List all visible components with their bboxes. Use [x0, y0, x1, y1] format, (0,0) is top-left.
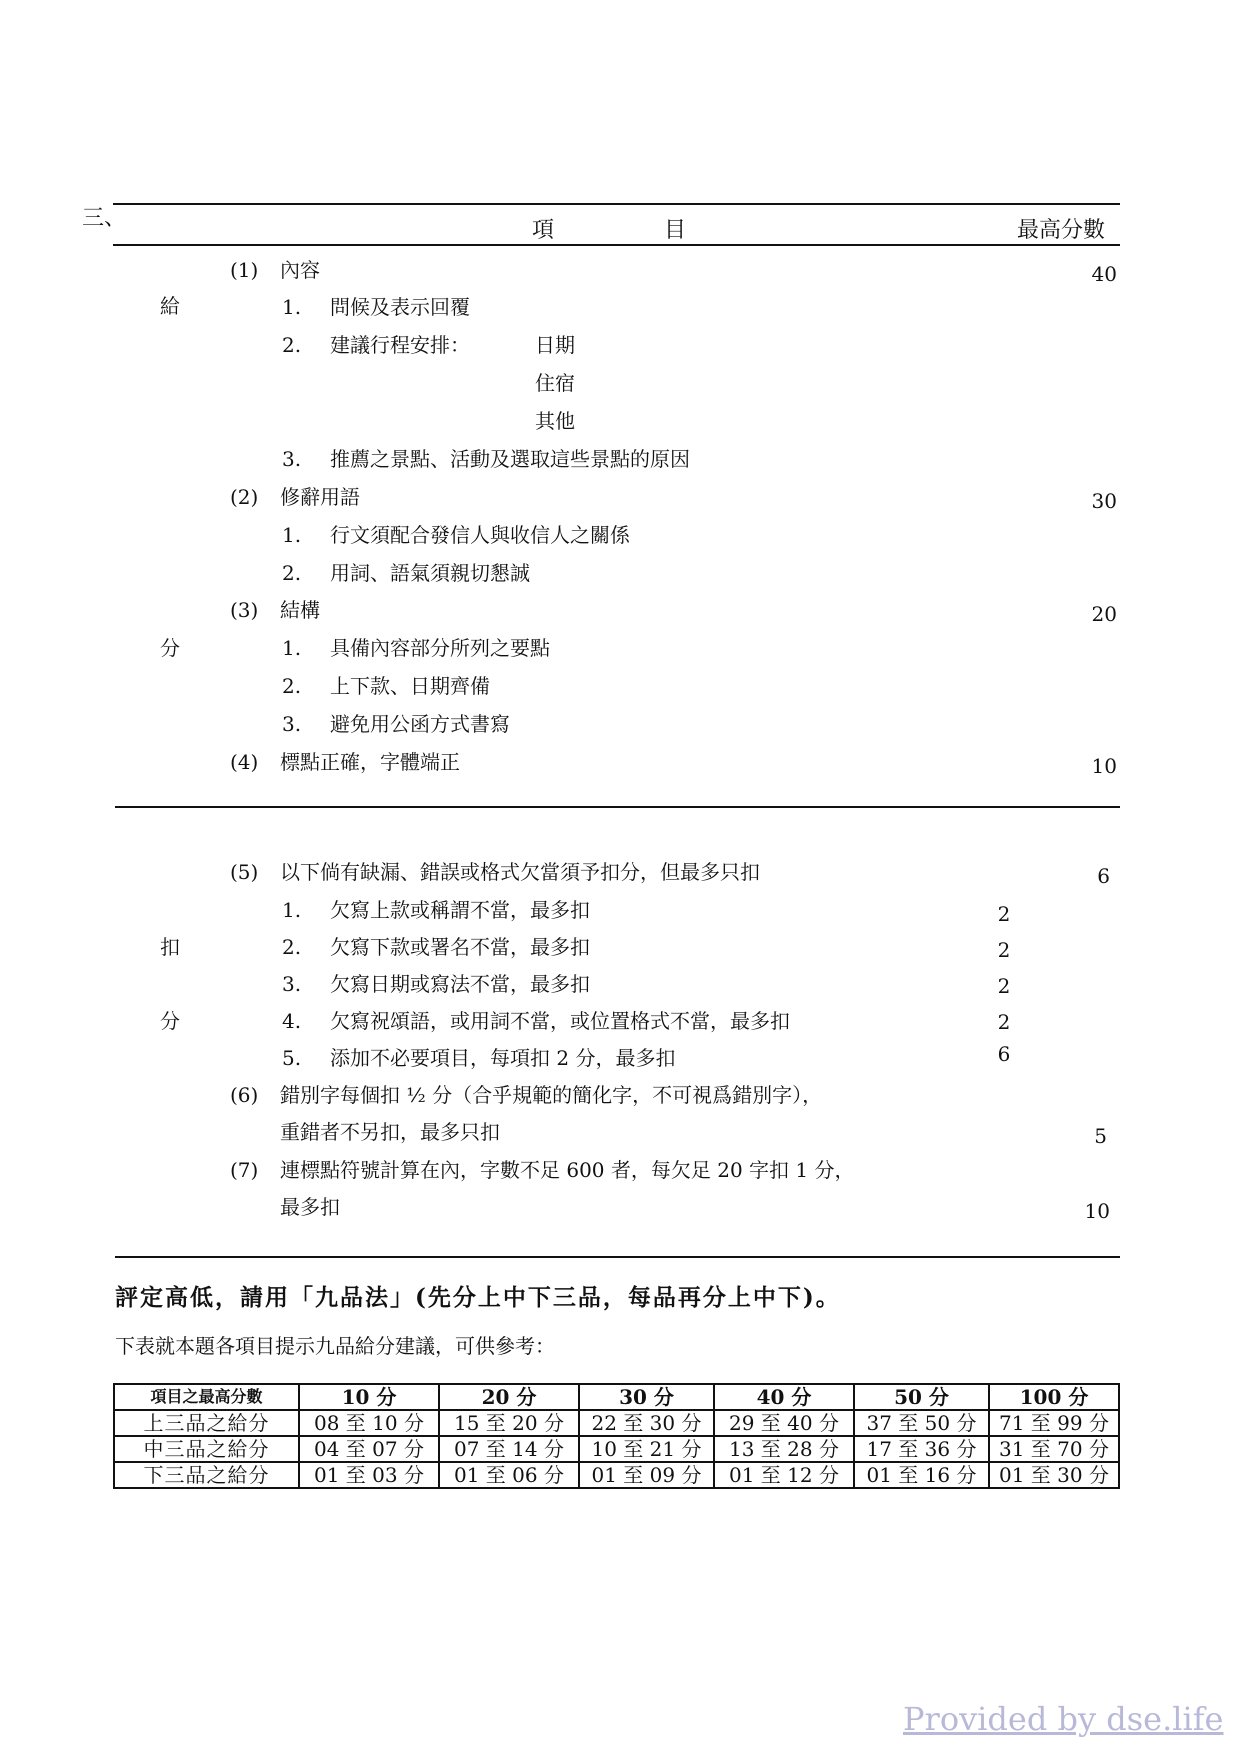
table-cell: 31 至 70 分 — [989, 1436, 1119, 1462]
nine-grade-table — [113, 1383, 1120, 1489]
table-header-cell: 50 分 — [854, 1384, 989, 1410]
itinerary-date: 日期 — [535, 333, 575, 357]
table-header-row — [114, 1384, 1119, 1410]
table-cell: 17 至 36 分 — [854, 1436, 989, 1462]
header-top-rule — [113, 203, 1120, 205]
table-cell: 04 至 07 分 — [299, 1436, 439, 1462]
table-row-label: 中三品之給分 — [114, 1436, 299, 1462]
award-item-3-num: (3) — [230, 598, 259, 622]
structure-sub-2-num: 2. — [282, 674, 302, 698]
table-row-label: 下三品之給分 — [114, 1462, 299, 1488]
table-cell: 29 至 40 分 — [714, 1410, 854, 1436]
deduct-sub-1-score: 2 — [997, 902, 1011, 926]
deduct-section-bottom-rule — [115, 1256, 1120, 1258]
structure-sub-3-num: 3. — [282, 712, 302, 736]
table-cell: 01 至 30 分 — [989, 1462, 1119, 1488]
rhetoric-sub-2-text: 用詞、語氣須親切懇誠 — [330, 561, 530, 585]
content-sub-3-num: 3. — [282, 447, 302, 471]
content-sub-1-num: 1. — [282, 295, 302, 319]
table-header-cell: 30 分 — [579, 1384, 714, 1410]
table-cell: 01 至 16 分 — [854, 1462, 989, 1488]
side-label-deduct-1: 扣 — [160, 935, 180, 959]
side-label-award-2: 分 — [160, 636, 180, 660]
content-sub-2-num: 2. — [282, 333, 302, 357]
table-header-cell: 20 分 — [439, 1384, 579, 1410]
table-header-cell: 100 分 — [989, 1384, 1119, 1410]
award-item-3-label: 結構 — [280, 598, 320, 622]
table-cell: 10 至 21 分 — [579, 1436, 714, 1462]
deduct-item-6-line1: 錯別字每個扣 ½ 分（合乎規範的簡化字，不可視爲錯別字）， — [280, 1083, 823, 1107]
table-cell: 07 至 14 分 — [439, 1436, 579, 1462]
deduct-item-6-line2: 重錯者不另扣，最多只扣 — [280, 1120, 500, 1144]
table-cell: 37 至 50 分 — [854, 1410, 989, 1436]
rhetoric-sub-1-num: 1. — [282, 523, 302, 547]
deduct-item-6-num: (6) — [230, 1083, 259, 1107]
content-sub-3-text: 推薦之景點、活動及選取這些景點的原因 — [330, 447, 690, 471]
itinerary-lodging: 住宿 — [535, 371, 575, 395]
table-cell: 01 至 03 分 — [299, 1462, 439, 1488]
deduct-sub-4-text: 欠寫祝頌語，或用詞不當，或位置格式不當，最多扣 — [330, 1009, 790, 1033]
table-row-label: 上三品之給分 — [114, 1410, 299, 1436]
award-item-2-score: 30 — [1091, 489, 1117, 513]
deduct-item-7-score: 10 — [1084, 1199, 1110, 1223]
side-label-award-1: 給 — [160, 294, 180, 318]
deduct-item-7-line2: 最多扣 — [280, 1195, 340, 1219]
rhetoric-sub-1-text: 行文須配合發信人與收信人之關係 — [330, 523, 630, 547]
deduct-item-7-line1: 連標點符號計算在內，字數不足 600 者，每欠足 20 字扣 1 分， — [280, 1158, 855, 1182]
table-header-cell: 10 分 — [299, 1384, 439, 1410]
table-cell: 71 至 99 分 — [989, 1410, 1119, 1436]
header-bottom-rule — [113, 244, 1120, 246]
content-sub-1-text: 問候及表示回覆 — [330, 295, 470, 319]
table-header-cell: 項目之最高分數 — [114, 1384, 299, 1410]
award-item-4-num: (4) — [230, 750, 259, 774]
award-item-3-score: 20 — [1091, 602, 1117, 626]
header-item-label: 項 目 — [532, 218, 687, 243]
table-row — [114, 1436, 1119, 1462]
grading-note: 評定高低，請用「九品法」(先分上中下三品，每品再分上中下)。 — [115, 1284, 841, 1311]
structure-sub-3-text: 避免用公函方式書寫 — [330, 712, 510, 736]
deduct-sub-3-score: 2 — [997, 974, 1011, 998]
award-section-bottom-rule — [115, 806, 1120, 808]
table-row — [114, 1410, 1119, 1436]
structure-sub-2-text: 上下款、日期齊備 — [330, 674, 490, 698]
table-cell: 01 至 06 分 — [439, 1462, 579, 1488]
award-item-4-label: 標點正確，字體端正 — [280, 750, 460, 774]
deduct-sub-1-num: 1. — [282, 898, 302, 922]
deduct-sub-4-score: 2 — [997, 1010, 1011, 1034]
deduct-sub-5-num: 5. — [282, 1046, 302, 1070]
rhetoric-sub-2-num: 2. — [282, 561, 302, 585]
table-row — [114, 1462, 1119, 1488]
table-header-cell: 40 分 — [714, 1384, 854, 1410]
deduct-item-7-num: (7) — [230, 1158, 259, 1182]
structure-sub-1-text: 具備內容部分所列之要點 — [330, 636, 550, 660]
itinerary-other: 其他 — [535, 409, 575, 433]
award-item-1-score: 40 — [1091, 262, 1117, 286]
deduct-sub-1-text: 欠寫上款或稱謂不當，最多扣 — [330, 898, 590, 922]
content-sub-2-text: 建議行程安排： — [330, 333, 470, 357]
table-cell: 01 至 09 分 — [579, 1462, 714, 1488]
award-item-1-num: (1) — [230, 258, 259, 282]
table-cell: 13 至 28 分 — [714, 1436, 854, 1462]
deduct-item-5-text: 以下倘有缺漏、錯誤或格式欠當須予扣分，但最多只扣 — [280, 860, 760, 884]
deduct-sub-3-num: 3. — [282, 972, 302, 996]
deduct-sub-4-num: 4. — [282, 1009, 302, 1033]
deduct-sub-2-text: 欠寫下款或署名不當，最多扣 — [330, 935, 590, 959]
structure-sub-1-num: 1. — [282, 636, 302, 660]
award-item-2-num: (2) — [230, 485, 259, 509]
deduct-item-5-score: 6 — [1097, 864, 1110, 888]
deduct-sub-5-text: 添加不必要項目，每項扣 2 分，最多扣 — [330, 1046, 676, 1070]
watermark-link[interactable]: Provided by dse.life — [903, 1700, 1224, 1738]
section-number: 三、 — [82, 206, 127, 231]
deduct-sub-2-score: 2 — [997, 938, 1011, 962]
deduct-item-5-num: (5) — [230, 860, 259, 884]
table-cell: 01 至 12 分 — [714, 1462, 854, 1488]
deduct-item-6-score: 5 — [1094, 1124, 1107, 1148]
side-label-deduct-2: 分 — [160, 1009, 180, 1033]
award-item-2-label: 修辭用語 — [280, 485, 360, 509]
table-cell: 15 至 20 分 — [439, 1410, 579, 1436]
deduct-sub-2-num: 2. — [282, 935, 302, 959]
award-item-1-label: 內容 — [280, 258, 320, 282]
award-item-4-score: 10 — [1091, 754, 1117, 778]
deduct-sub-5-score: 6 — [997, 1042, 1011, 1066]
table-cell: 22 至 30 分 — [579, 1410, 714, 1436]
table-intro: 下表就本題各項目提示九品給分建議，可供參考： — [115, 1334, 555, 1358]
table-cell: 08 至 10 分 — [299, 1410, 439, 1436]
header-max-score-label: 最高分數 — [1017, 218, 1106, 243]
deduct-sub-3-text: 欠寫日期或寫法不當，最多扣 — [330, 972, 590, 996]
